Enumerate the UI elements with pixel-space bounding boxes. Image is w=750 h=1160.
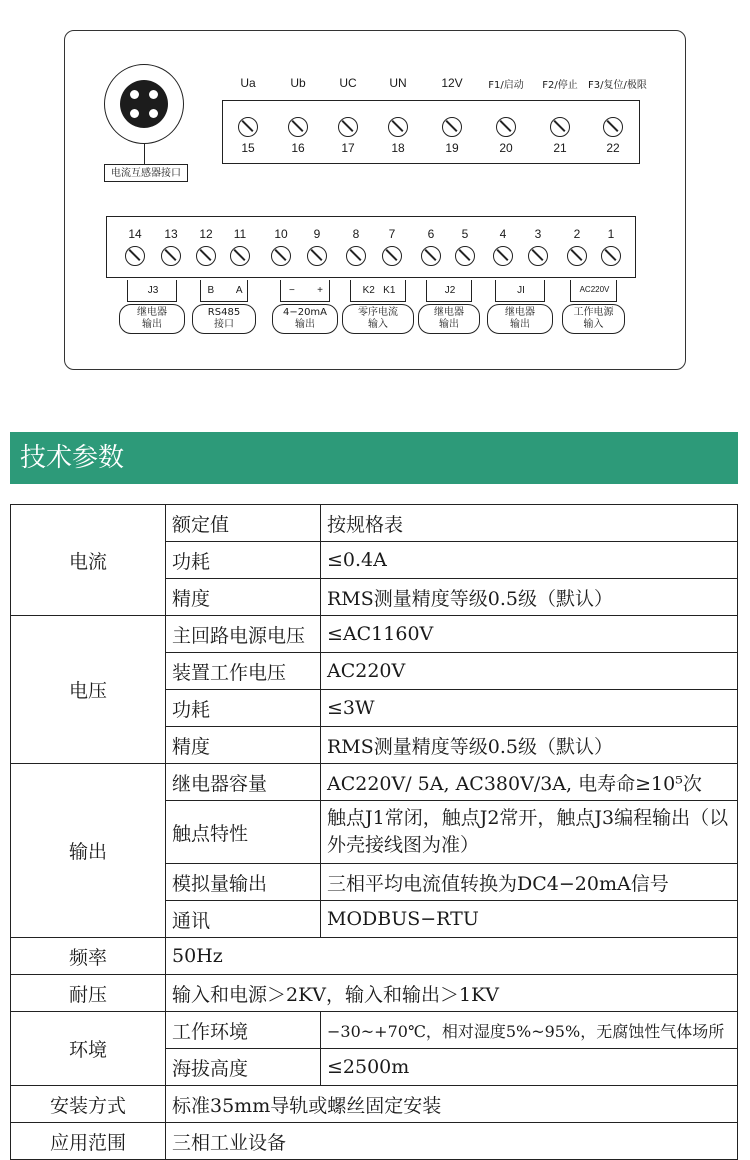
param-value: RMS测量精度等级0.5级（默认） [321, 727, 738, 764]
terminal-screw-icon [161, 246, 181, 266]
param-value: ≤0.4A [321, 542, 738, 579]
terminal-screw-icon [230, 246, 250, 266]
table-row [11, 505, 738, 542]
terminal-group-label [342, 304, 414, 334]
connector-label: 电流互感器接口 [104, 164, 188, 182]
terminal-group-label [562, 304, 625, 334]
param-value: 三相工业设备 [166, 1123, 738, 1160]
terminal-number: 9 [313, 227, 321, 241]
param-name: 模拟量输出 [166, 864, 321, 901]
terminal-group-label-line1: 工作电源 [573, 307, 614, 318]
terminal-screw-icon [421, 246, 441, 266]
terminal-number: 15 [241, 141, 255, 155]
spec-table [10, 504, 738, 1160]
terminal-number: 3 [534, 227, 542, 241]
terminal-screw-icon [238, 117, 258, 137]
group-label: 频率 [11, 938, 166, 975]
terminal-group-label [487, 304, 553, 334]
terminal-number: 17 [341, 141, 355, 155]
terminal-screw-icon [196, 246, 216, 266]
terminal-group-sublabel: J3 [147, 285, 159, 296]
terminal-number: 18 [391, 141, 405, 155]
table-row [11, 1012, 738, 1049]
terminal-group-label-line1: 4−20mA [282, 307, 328, 318]
terminal-number: 19 [445, 141, 459, 155]
param-value: 触点J1常闭，触点J2常开，触点J3编程输出（以外壳接线图为准） [321, 801, 738, 864]
terminal-group-label-line1: 零序电流 [358, 307, 398, 318]
param-name: 精度 [166, 579, 321, 616]
param-value: AC220V [321, 653, 738, 690]
param-value: 50Hz [166, 938, 738, 975]
terminal-group-label-line2: 输出 [142, 319, 162, 330]
top-terminal-label: Ub [290, 76, 306, 90]
param-name: 主回路电源电压 [166, 616, 321, 653]
group-label: 电流 [11, 505, 166, 616]
terminal-group-label [272, 304, 338, 334]
terminal-screw-icon [288, 117, 308, 137]
terminal-group-label [192, 304, 256, 334]
terminal-screw-icon [603, 117, 623, 137]
terminal-group-label-line1: 继电器 [505, 307, 535, 318]
param-name: 工作环境 [166, 1012, 321, 1049]
top-terminal-label: F3/复位/极限 [588, 80, 647, 91]
terminal-number: 8 [352, 227, 360, 241]
param-value: 按规格表 [321, 505, 738, 542]
table-row [11, 975, 738, 1012]
terminal-screw-icon [550, 117, 570, 137]
param-name: 精度 [166, 727, 321, 764]
terminal-group-label-line2: 输出 [510, 319, 530, 330]
param-name: 海拔高度 [166, 1049, 321, 1086]
param-name: 功耗 [166, 542, 321, 579]
param-value: 标准35mm导轨或螺丝固定安装 [166, 1086, 738, 1123]
terminal-screw-icon [338, 117, 358, 137]
terminal-number: 6 [427, 227, 435, 241]
param-value: ≤AC1160V [321, 616, 738, 653]
top-terminal-label: 12V [441, 76, 463, 90]
top-terminal-label: F2/停止 [542, 80, 578, 91]
param-name: 继电器容量 [166, 764, 321, 801]
terminal-group-label [418, 304, 480, 334]
connector-stem [144, 144, 145, 164]
terminal-screw-icon [271, 246, 291, 266]
group-label: 电压 [11, 616, 166, 764]
group-label: 安装方式 [11, 1086, 166, 1123]
terminal-group-label-line2: 输出 [295, 319, 315, 330]
terminal-group-label-line2: 输入 [583, 319, 604, 330]
section-title: 技术参数 [10, 432, 738, 484]
terminal-screw-icon [346, 246, 366, 266]
terminal-screw-icon [382, 246, 402, 266]
terminal-number: 10 [274, 227, 288, 241]
terminal-screw-icon [442, 117, 462, 137]
table-row [11, 1086, 738, 1123]
param-name: 通讯 [166, 901, 321, 938]
terminal-group-label-line2: 输出 [439, 319, 459, 330]
terminal-number: 2 [573, 227, 581, 241]
terminal-screw-icon [567, 246, 587, 266]
terminal-screw-icon [455, 246, 475, 266]
bottom-terminal-strip [106, 216, 636, 278]
top-terminal-label: UN [389, 76, 407, 90]
terminal-number: 5 [461, 227, 469, 241]
group-label: 应用范围 [11, 1123, 166, 1160]
terminal-group-sublabel: AC220V [579, 285, 610, 294]
param-value: ≤3W [321, 690, 738, 727]
table-row [11, 1123, 738, 1160]
terminal-number: 13 [164, 227, 178, 241]
ct-connector-icon [104, 64, 184, 144]
table-row [11, 764, 738, 801]
param-value: MODBUS−RTU [321, 901, 738, 938]
terminal-number: 4 [499, 227, 507, 241]
table-row [11, 938, 738, 975]
terminal-number: 7 [388, 227, 396, 241]
terminal-number: 21 [553, 141, 567, 155]
terminal-group-label-line1: 继电器 [137, 307, 167, 318]
terminal-group-label-line2: 输入 [368, 319, 388, 330]
terminal-screw-icon [493, 246, 513, 266]
terminal-screw-icon [388, 117, 408, 137]
param-name: 额定值 [166, 505, 321, 542]
terminal-screw-icon [307, 246, 327, 266]
terminal-group-sublabel: K2 K1 [362, 285, 396, 296]
top-terminal-label: F1/启动 [488, 80, 524, 91]
param-value: AC220V/ 5A, AC380V/3A, 电寿命≥10⁵次 [321, 764, 738, 801]
group-label: 输出 [11, 764, 166, 938]
terminal-number: 22 [606, 141, 620, 155]
param-value: −30~+70℃，相对湿度5%~95%，无腐蚀性气体场所 [321, 1012, 738, 1049]
terminal-group-sublabel: JI [517, 285, 525, 296]
group-label: 环境 [11, 1012, 166, 1086]
terminal-group-label [119, 304, 185, 334]
terminal-screw-icon [528, 246, 548, 266]
terminal-number: 20 [499, 141, 513, 155]
terminal-number: 14 [128, 227, 142, 241]
param-name: 功耗 [166, 690, 321, 727]
terminal-group-sublabel: J2 [444, 285, 456, 296]
terminal-group-sublabel: − + [289, 285, 323, 296]
param-value: ≤2500m [321, 1049, 738, 1086]
terminal-screw-icon [601, 246, 621, 266]
terminal-number: 1 [607, 227, 615, 241]
top-terminal-label: Ua [240, 76, 256, 90]
terminal-number: 11 [233, 227, 247, 241]
terminal-group-label-line1: 继电器 [434, 307, 464, 318]
terminal-group-label-line2: 接口 [214, 319, 234, 330]
terminal-group-sublabel: B A [207, 285, 243, 296]
terminal-group-label-line1: RS485 [207, 307, 241, 318]
terminal-number: 16 [291, 141, 305, 155]
param-name: 装置工作电压 [166, 653, 321, 690]
table-row [11, 616, 738, 653]
param-value: 输入和电源＞2KV，输入和输出＞1KV [166, 975, 738, 1012]
terminal-screw-icon [125, 246, 145, 266]
group-label: 耐压 [11, 975, 166, 1012]
param-name: 触点特性 [166, 801, 321, 864]
terminal-screw-icon [496, 117, 516, 137]
top-terminal-label: UC [339, 76, 357, 90]
param-value: RMS测量精度等级0.5级（默认） [321, 579, 738, 616]
terminal-number: 12 [199, 227, 213, 241]
param-value: 三相平均电流值转换为DC4−20mA信号 [321, 864, 738, 901]
